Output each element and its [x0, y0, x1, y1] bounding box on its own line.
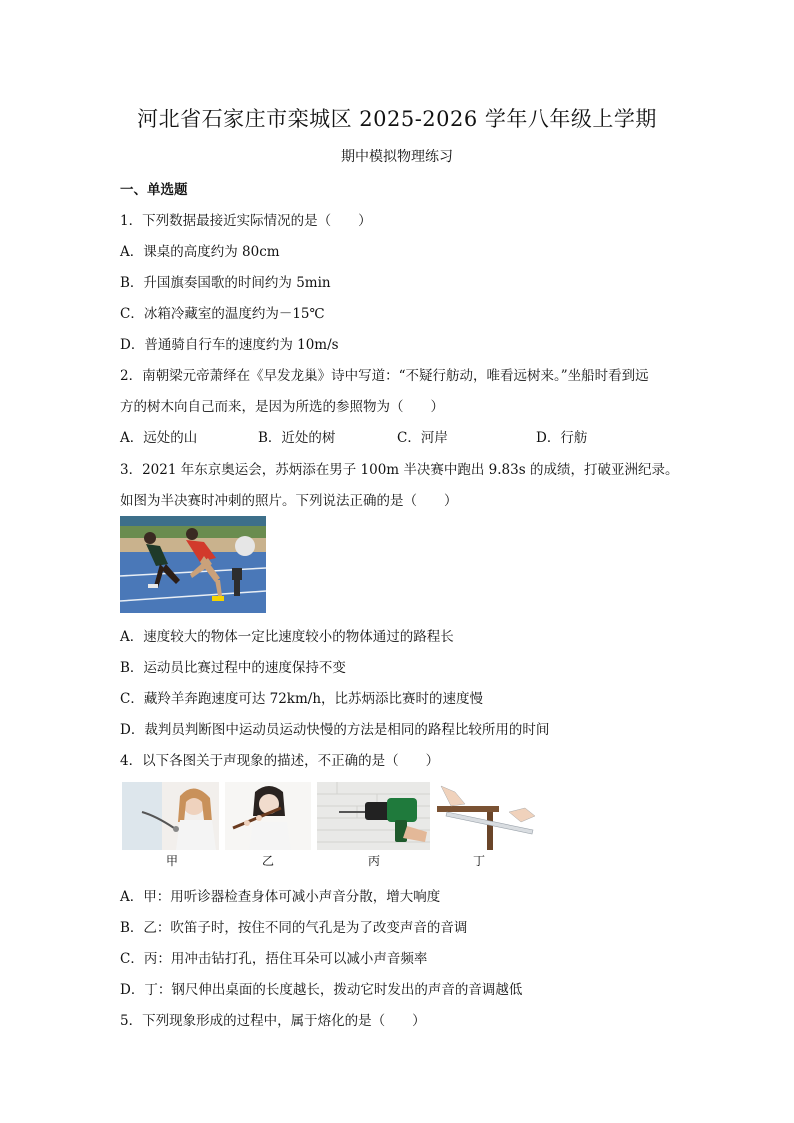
- ruler-photo: [437, 782, 542, 850]
- question-2-stem-line-1: 2．南朝梁元帝萧绎在《早发龙巢》诗中写道：“不疑行舫动，唯看远树来。”坐船时看到远: [120, 368, 649, 384]
- question-3-option-b: B．运动员比赛过程中的速度保持不变: [120, 660, 346, 676]
- question-1-option-c: C．冰箱冷藏室的温度约为－15℃: [120, 306, 325, 322]
- stethoscope-photo: [122, 782, 219, 850]
- caption-jia: 甲: [165, 854, 178, 868]
- question-2-option-c: C．河岸: [397, 430, 448, 446]
- flute-photo: [225, 782, 311, 850]
- question-2-option-a: A．远处的山: [120, 430, 198, 446]
- sprint-photo: [120, 516, 266, 613]
- caption-ding: 丁: [472, 854, 485, 868]
- question-2-stem-line-2: 方的树木向自己而来，是因为所选的参照物为（ ）: [120, 399, 444, 415]
- caption-bing: 丙: [367, 854, 380, 868]
- question-3-stem-line-2: 如图为半决赛时冲刺的照片。下列说法正确的是（ ）: [120, 493, 458, 509]
- page-subtitle: 期中模拟物理练习: [341, 149, 453, 165]
- question-2-option-b: B．近处的树: [258, 430, 336, 446]
- question-3-option-c: C．藏羚羊奔跑速度可达 72km/h，比苏炳添比赛时的速度慢: [120, 691, 484, 707]
- question-3-option-a: A．速度较大的物体一定比速度较小的物体通过的路程长: [120, 629, 454, 645]
- question-1-option-b: B．升国旗奏国歌的时间约为 5min: [120, 275, 331, 291]
- question-1-stem: 1．下列数据最接近实际情况的是（ ）: [120, 213, 372, 229]
- question-5-stem: 5．下列现象形成的过程中，属于熔化的是（ ）: [120, 1013, 426, 1029]
- drill-photo: [317, 782, 430, 850]
- question-4-option-c: C．丙：用冲击钻打孔，捂住耳朵可以减小声音频率: [120, 951, 428, 967]
- question-3-stem-line-1: 3．2021 年东京奥运会，苏炳添在男子 100m 半决赛中跑出 9.83s 的成绩，打破亚洲纪录。: [120, 462, 679, 478]
- question-2-option-d: D．行舫: [536, 430, 588, 446]
- question-4-option-d: D．丁：钢尺伸出桌面的长度越长，拨动它时发出的声音的音调越低: [120, 982, 523, 998]
- question-1-option-a: A．课桌的高度约为 80cm: [120, 244, 280, 260]
- question-4-stem: 4．以下各图关于声现象的描述，不正确的是（ ）: [120, 753, 440, 769]
- question-4-option-a: A．甲：用听诊器检查身体可减小声音分散，增大响度: [120, 889, 441, 905]
- caption-yi: 乙: [261, 854, 274, 868]
- question-1-option-d: D．普通骑自行车的速度约为 10m/s: [120, 337, 339, 353]
- question-4-option-b: B．乙：吹笛子时，按住不同的气孔是为了改变声音的音调: [120, 920, 468, 936]
- page-title: 河北省石家庄市栾城区 2025-2026 学年八年级上学期: [137, 107, 657, 131]
- section-heading: 一、单选题: [120, 182, 188, 198]
- question-3-option-d: D．裁判员判断图中运动员运动快慢的方法是相同的路程比较所用的时间: [120, 722, 550, 738]
